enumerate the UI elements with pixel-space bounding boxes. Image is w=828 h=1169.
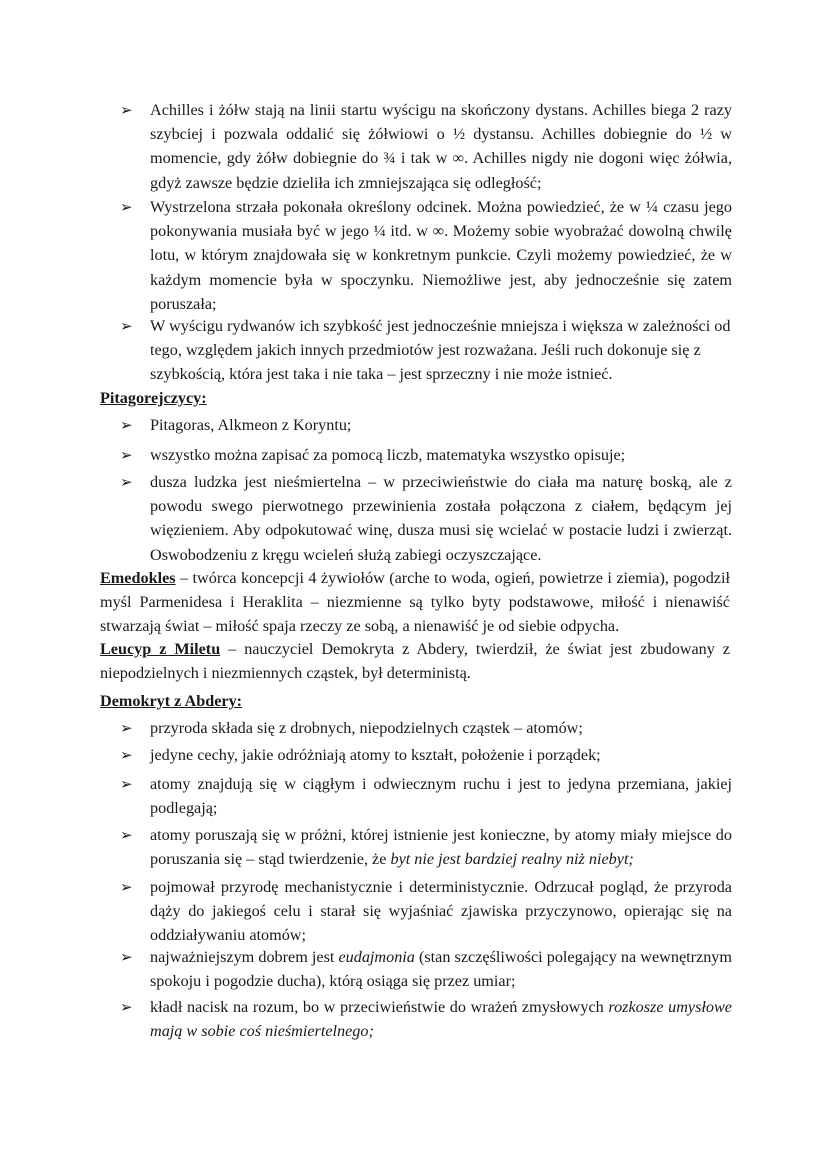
list-item [120, 823, 732, 871]
arrow-bullet-icon: ➢ [120, 416, 133, 434]
list-item [120, 945, 732, 993]
arrow-bullet-icon: ➢ [120, 473, 133, 491]
list-item [120, 716, 732, 740]
list-item [120, 772, 732, 820]
list-item-text: dusza ludzka jest nieśmiertelna – w przeciwieństwie do ciała ma naturę boską, ale z powodu swego pierwotnego przewinienia została połączona z ciałem, będącym jej więzieniem. Aby odpokutować winę, dusza musi się wcielać w postacie ludzi i zwierząt. Oswobodzeniu z kręgu wcieleń służą zabiegi oczyszczające. [150, 473, 732, 564]
arrow-bullet-icon: ➢ [120, 878, 133, 896]
arrow-bullet-icon: ➢ [120, 746, 133, 764]
list-item-text: W wyścigu rydwanów ich szybkość jest jednocześnie mniejsza i większa w zależności od tego, względem jakich innych przedmiotów jest rozważana. Jeśli ruch dokonuje się z szybkością, która jest taka i nie taka – jest sprzeczny i nie może istnieć. [150, 317, 731, 384]
list-item-text: Achilles i żółw stają na linii startu wyścigu na skończony dystans. Achilles biega 2 razy szybciej i pozwala oddalić się żółwiowi o ½ dystansu. Achilles dobiegnie do ½ w momencie, gdy żółw dobiegnie do ¾ i tak w ∞. Achilles nigdy nie dogoni więc żółwia, gdyż zawsze będzie dzieliła ich zmniejszająca się odległość; [150, 101, 732, 192]
list-item-text: Pitagoras, Alkmeon z Koryntu; [150, 416, 352, 434]
section-heading-demokryt: Demokryt z Abdery: [100, 692, 243, 710]
list-item-text: kładł nacisk na rozum, bo w przeciwieństwie do wrażeń zmysłowych rozkosze umysłowe mają w sobie coś nieśmiertelnego; [150, 998, 732, 1041]
list-item-text: atomy poruszają się w próżni, której istnienie jest konieczne, by atomy miały miejsce do poruszania się – stąd twierdzenie, że byt nie jest bardziej realny niż niebyt; [150, 826, 732, 869]
arrow-bullet-icon: ➢ [120, 317, 133, 335]
list-item [120, 743, 732, 767]
list-item [120, 413, 732, 437]
list-item [120, 98, 732, 195]
arrow-bullet-icon: ➢ [120, 719, 133, 737]
list-item [120, 314, 732, 387]
list-item [120, 195, 732, 316]
paragraph-empedokles: Emedokles – twórca koncepcji 4 żywiołów (arche to woda, ogień, powietrze i ziemia), pogodził myśl Parmenidesa i Heraklita – niezmienne są tylko byty podstawowe, miłość i nienawiść stwarzają świat – miłość spaja rzeczy ze sobą, a nienawiść je od siebie odpycha. [100, 569, 730, 636]
paragraph-leucyp: Leucyp z Miletu – nauczyciel Demokryta z Abdery, twierdził, że świat jest zbudowany z niepodzielnych i niezmiennych cząstek, był deterministą. [100, 640, 730, 683]
arrow-bullet-icon: ➢ [120, 826, 133, 844]
list-item [120, 875, 732, 948]
section-heading-pitagorejczycy: Pitagorejczycy: [100, 389, 207, 407]
arrow-bullet-icon: ➢ [120, 998, 133, 1016]
philosopher-name: Leucyp z Miletu [100, 640, 221, 658]
list-item-text: najważniejszym dobrem jest eudajmonia (stan szczęśliwości polegający na wewnętrznym spokoju i pogodzie ducha), którą osiąga się przez umiar; [150, 948, 732, 991]
list-item [120, 470, 732, 567]
arrow-bullet-icon: ➢ [120, 198, 133, 216]
list-item [120, 995, 732, 1043]
list-item-text: wszystko można zapisać za pomocą liczb, matematyka wszystko opisuje; [150, 446, 626, 464]
list-item-text: atomy znajdują się w ciągłym i odwiecznym ruchu i jest to jedyna przemiana, jakiej podlegają; [150, 775, 732, 818]
arrow-bullet-icon: ➢ [120, 948, 133, 966]
arrow-bullet-icon: ➢ [120, 775, 133, 793]
list-item-text: przyroda składa się z drobnych, niepodzielnych cząstek – atomów; [150, 719, 583, 737]
arrow-bullet-icon: ➢ [120, 446, 133, 464]
list-item-text: jedyne cechy, jakie odróżniają atomy to kształt, położenie i porządek; [150, 746, 601, 764]
arrow-bullet-icon: ➢ [120, 101, 133, 119]
list-item [120, 443, 732, 467]
philosopher-name: Emedokles [100, 569, 176, 587]
list-item-text: pojmował przyrodę mechanistycznie i deterministycznie. Odrzucał pogląd, że przyroda dąży do jakiegoś celu i starał się wyjaśniać zjawiska przyczynowo, opierając się na oddziaływaniu atomów; [150, 878, 732, 945]
list-item-text: Wystrzelona strzała pokonała określony odcinek. Można powiedzieć, że w ¼ czasu jego pokonywania musiała być w jego ¼ itd. w ∞. Możemy sobie wyobrażać dowolną chwilę lotu, w którym znajdowała się w konkretnym punkcie. Czyli możemy powiedzieć, że w każdym momencie była w spoczynku. Niemożliwe jest, aby jednocześnie się zatem poruszała; [150, 198, 732, 313]
